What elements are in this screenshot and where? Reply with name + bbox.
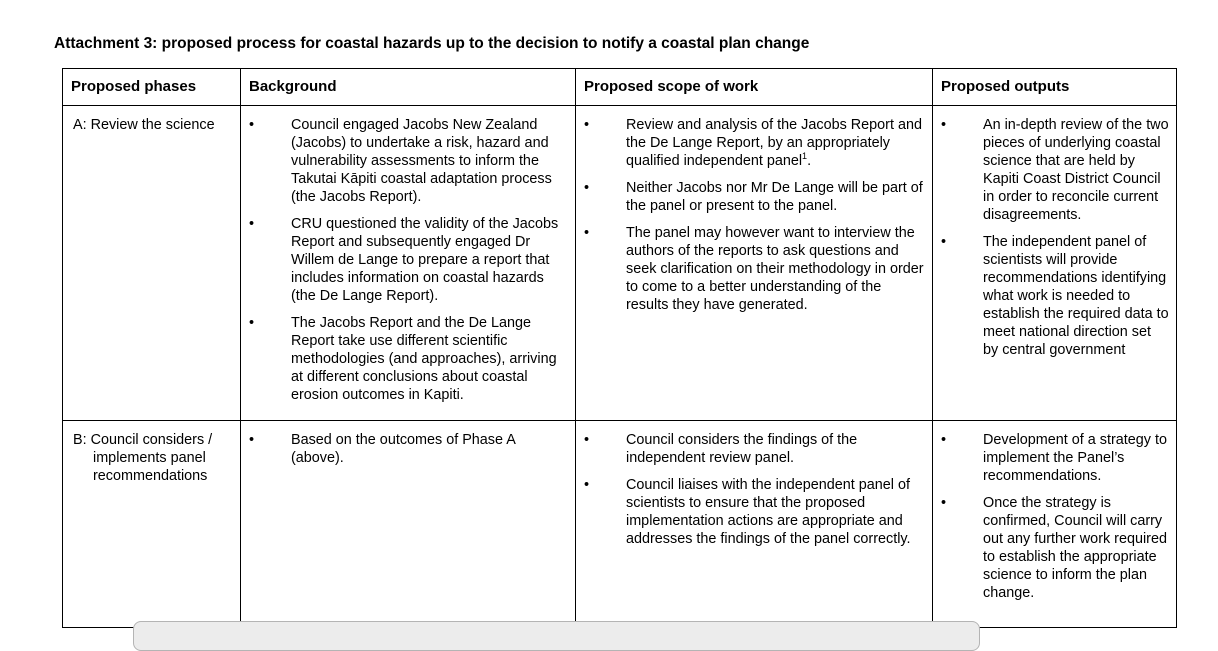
list-item-text: The independent panel of scientists will provide recommendations identifying what work is needed to establish the required data to meet national direction set by central government — [983, 234, 1169, 358]
table-row-phase-b — [63, 421, 1177, 628]
floating-toolbar[interactable] — [133, 621, 980, 651]
table-row-phase-a — [63, 106, 1177, 421]
sentence-period: . — [807, 153, 812, 169]
list-item — [249, 215, 569, 305]
list-item-text: Neither Jacobs nor Mr De Lange will be part of the panel or present to the panel. — [626, 180, 923, 214]
header-proposed-scope: Proposed scope of work — [576, 69, 933, 106]
list-item — [584, 224, 926, 314]
header-proposed-outputs: Proposed outputs — [933, 69, 1177, 106]
list-item-text: Once the strategy is confirmed, Council will carry out any further work required to establish the appropriate science to inform the plan change. — [983, 495, 1167, 601]
list-item-text: Council engaged Jacobs New Zealand (Jacobs) to undertake a risk, hazard and vulnerability assessments to inform the Takutai Kāpiti coastal adaptation process (the Jacobs Report). — [291, 117, 552, 205]
list-item-text: The Jacobs Report and the De Lange Report take use different scientific methodologies (and approaches), arriving at different conclusions about coastal erosion outcomes in Kapiti. — [291, 315, 557, 403]
bullet-icon: • — [249, 315, 255, 331]
list-item-text: Based on the outcomes of Phase A (above). — [291, 432, 516, 466]
background-cell — [241, 106, 576, 421]
list-item — [584, 476, 926, 548]
list-item — [584, 116, 926, 170]
document-title: Attachment 3: proposed process for coastal hazards up to the decision to notify a coastal plan change — [54, 35, 810, 52]
phase-cell — [63, 106, 241, 421]
list-item-text: An in-depth review of the two pieces of underlying coastal science that are held by Kapiti Coast District Council in order to reconcile current disagreements. — [983, 117, 1169, 223]
list-item — [249, 314, 569, 404]
list-item-text: Council considers the findings of the independent review panel. — [626, 432, 858, 466]
list-item — [941, 116, 1170, 224]
list-item-text: The panel may however want to interview the authors of the reports to ask questions and seek clarification on their methodology in order to come to a better understanding of the results they have generated. — [626, 225, 924, 313]
header-background: Background — [241, 69, 576, 106]
bullet-icon: • — [584, 117, 590, 133]
bullet-icon: • — [941, 117, 947, 133]
phase-label: A: Review the science — [73, 117, 215, 133]
table-header-row — [63, 69, 1177, 106]
bullet-icon: • — [941, 495, 947, 511]
scope-cell — [576, 421, 933, 628]
background-cell — [241, 421, 576, 628]
process-table — [62, 68, 1177, 628]
bullet-icon: • — [584, 225, 590, 241]
outputs-cell — [933, 421, 1177, 628]
bullet-icon: • — [584, 180, 590, 196]
phase-label: B: Council considers / implements panel recommendations — [73, 432, 213, 484]
list-item — [941, 494, 1170, 602]
list-item — [941, 233, 1170, 359]
bullet-icon: • — [249, 432, 255, 448]
list-item-text: CRU questioned the validity of the Jacobs Report and subsequently engaged Dr Willem de Lange to prepare a report that includes information on coastal hazards (the De Lange Report). — [291, 216, 559, 304]
list-item-text: Development of a strategy to implement the Panel’s recommendations. — [983, 432, 1167, 484]
list-item — [584, 179, 926, 215]
bullet-icon: • — [249, 216, 255, 232]
scope-cell — [576, 106, 933, 421]
bullet-icon: • — [584, 477, 590, 493]
list-item — [249, 431, 569, 467]
list-item — [249, 116, 569, 206]
bullet-icon: • — [941, 432, 947, 448]
outputs-cell — [933, 106, 1177, 421]
list-item — [941, 431, 1170, 485]
header-proposed-phases: Proposed phases — [63, 69, 241, 106]
bullet-icon: • — [941, 234, 947, 250]
footnote-reference[interactable]: 1 — [802, 151, 808, 161]
bullet-icon: • — [584, 432, 590, 448]
phase-cell — [63, 421, 241, 628]
list-item-text: Review and analysis of the Jacobs Report and the De Lange Report, by an appropriately qualified independent panel — [626, 117, 922, 169]
list-item-text: Council liaises with the independent panel of scientists to ensure that the proposed implementation actions are appropriate and addresses the findings of the panel correctly. — [626, 477, 911, 547]
list-item — [584, 431, 926, 467]
bullet-icon: • — [249, 117, 255, 133]
